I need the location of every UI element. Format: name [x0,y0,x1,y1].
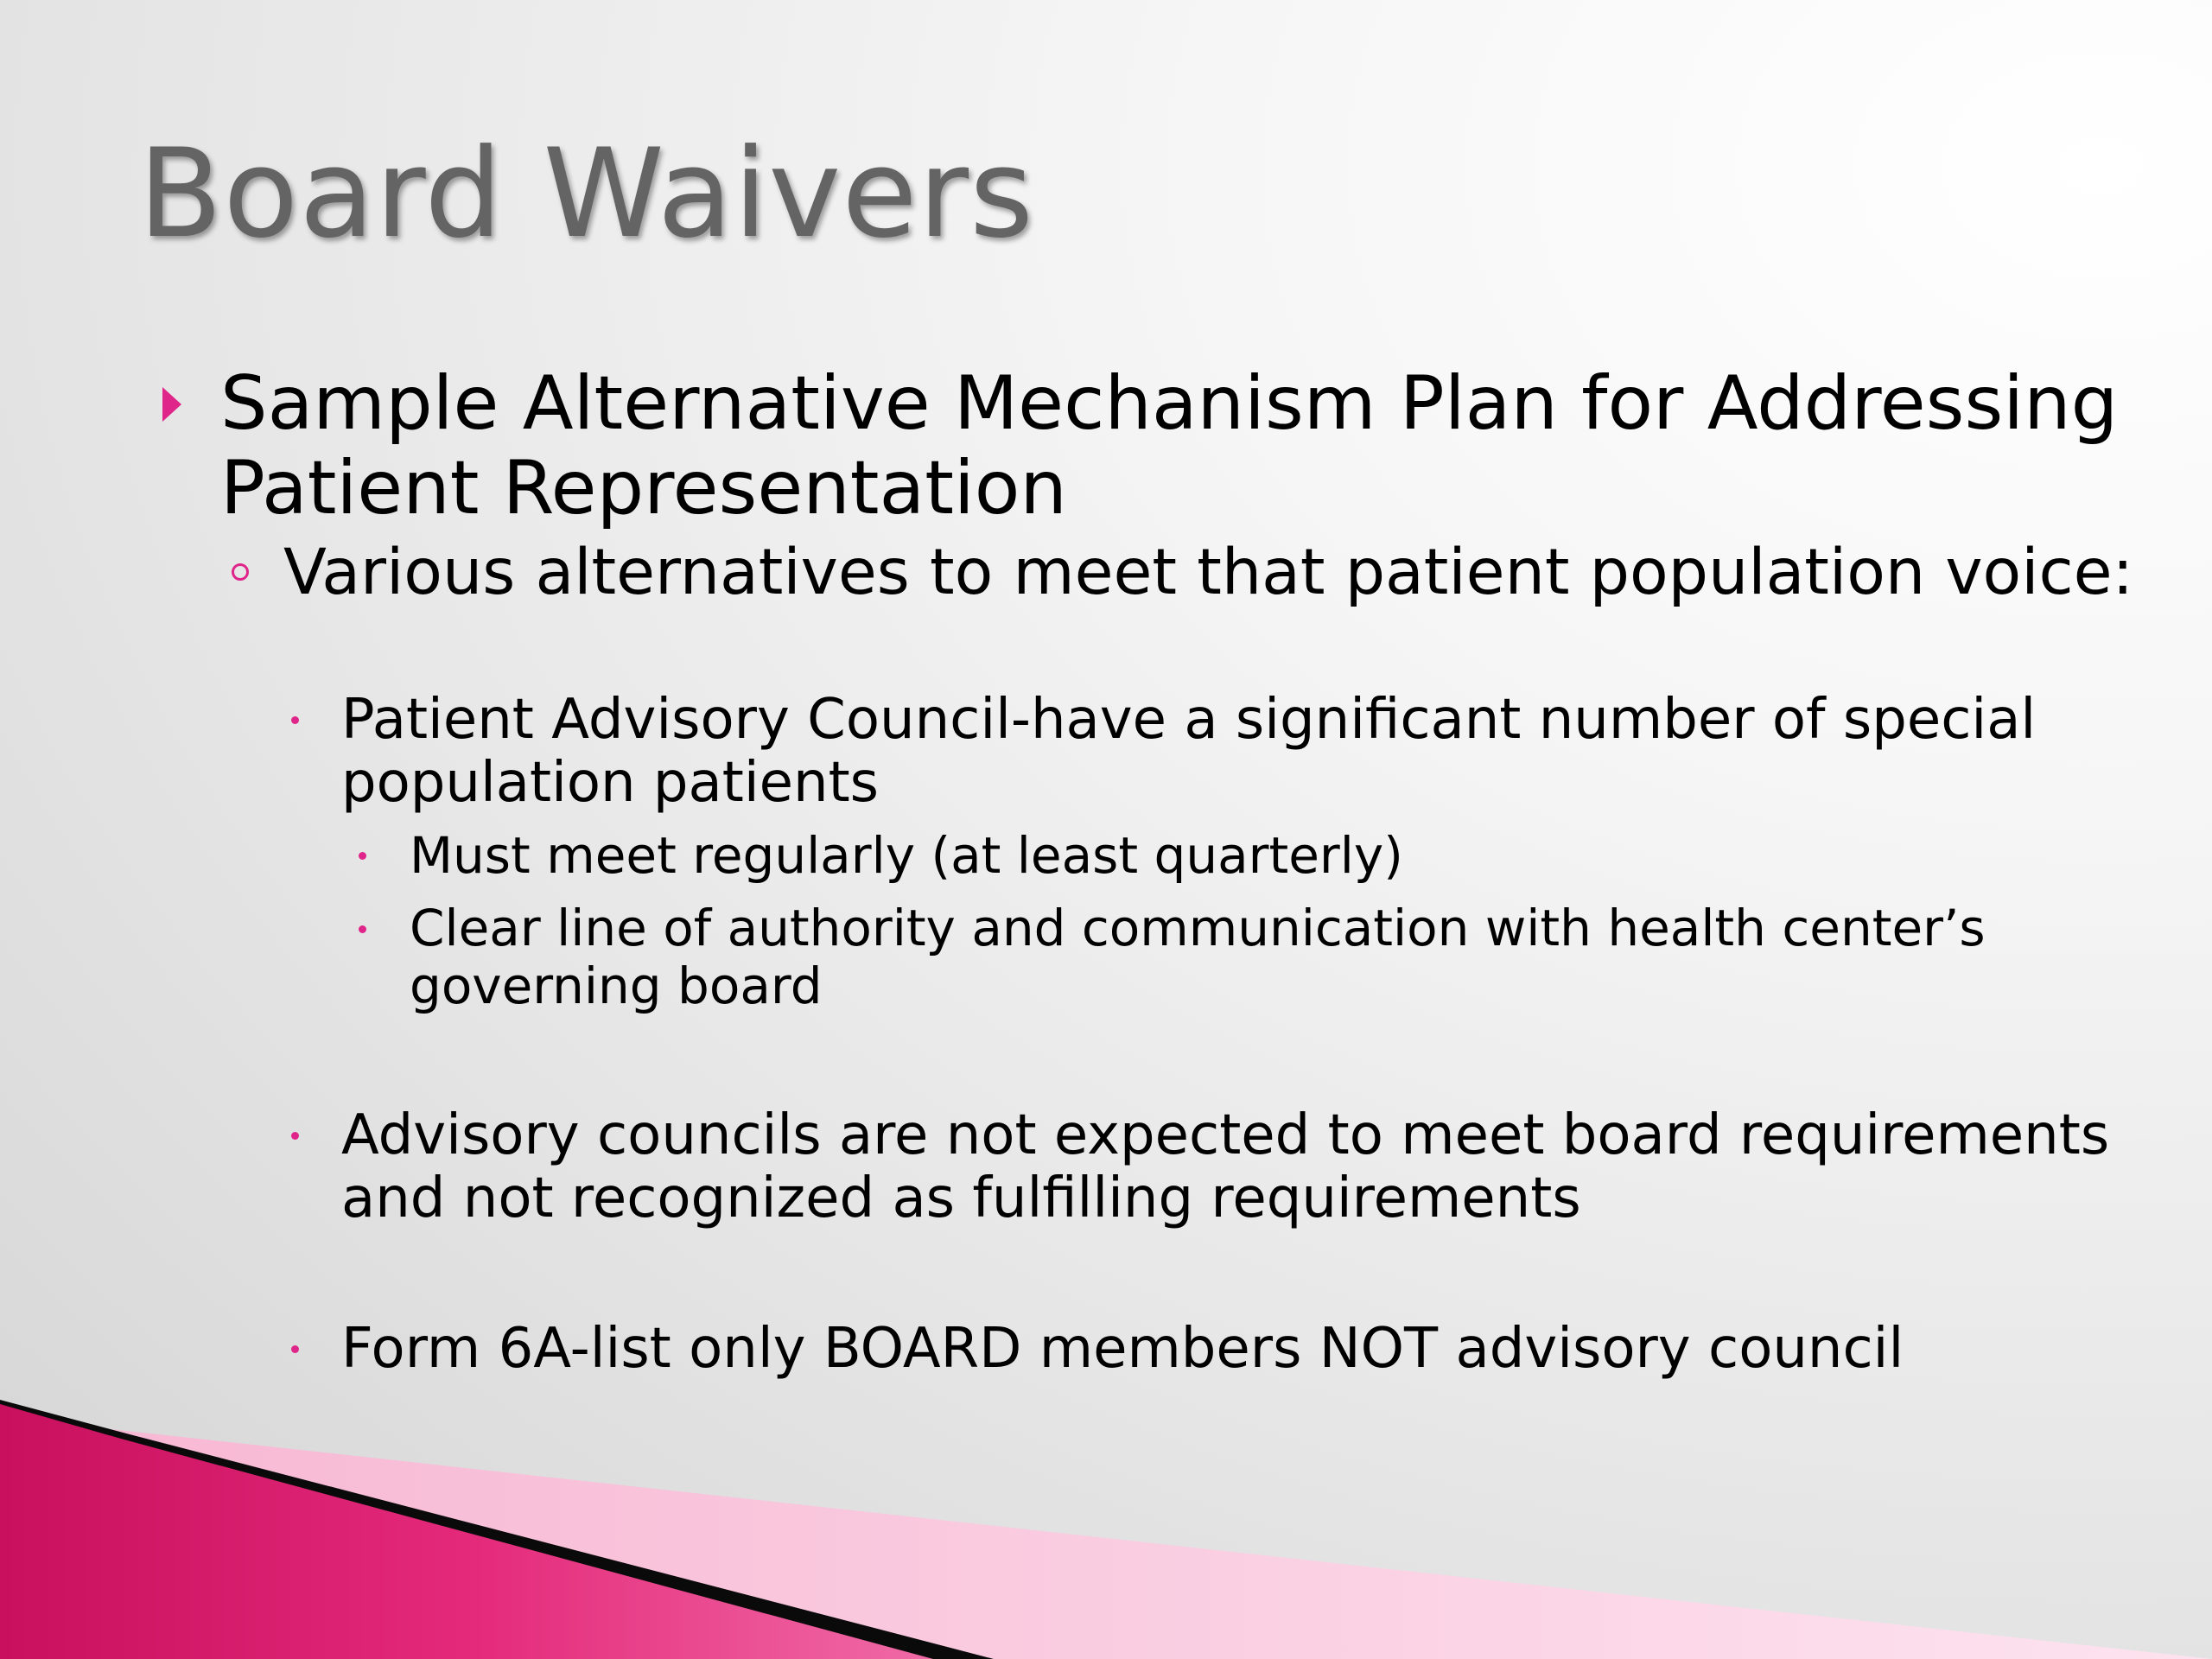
dot-bullet-icon [359,925,366,933]
bullet-level3: Advisory councils are not expected to meet board requirements and not recognized as fulfilling requirements [341,1103,2110,1230]
bullet-level2: Various alternatives to meet that patient population voice: [283,536,2134,609]
bullet-level4: Clear line of authority and communication with health center’s governing board [410,899,1986,1015]
bullet-level3: Form 6A-list only BOARD members NOT advisory council [341,1317,1904,1381]
dot-bullet-icon [291,716,299,724]
bullet-level4: Must meet regularly (at least quarterly) [410,826,1403,885]
ring-bullet-icon [232,563,249,581]
dot-bullet-icon [291,1132,299,1140]
ribbon-pink-band [0,1404,933,1659]
bullet-level1: Sample Alternative Mechanism Plan for Addressing Patient Representation [220,360,2119,531]
ribbon-dark-band [0,1400,994,1659]
ribbon-light-band [0,1417,2212,1659]
triangle-bullet-icon [162,387,181,422]
dot-bullet-icon [359,852,366,860]
dot-bullet-icon [291,1345,299,1353]
bullet-level3: Patient Advisory Council-have a significant number of special population patients [341,688,2037,815]
slide-title: Board Waivers [138,123,1035,265]
